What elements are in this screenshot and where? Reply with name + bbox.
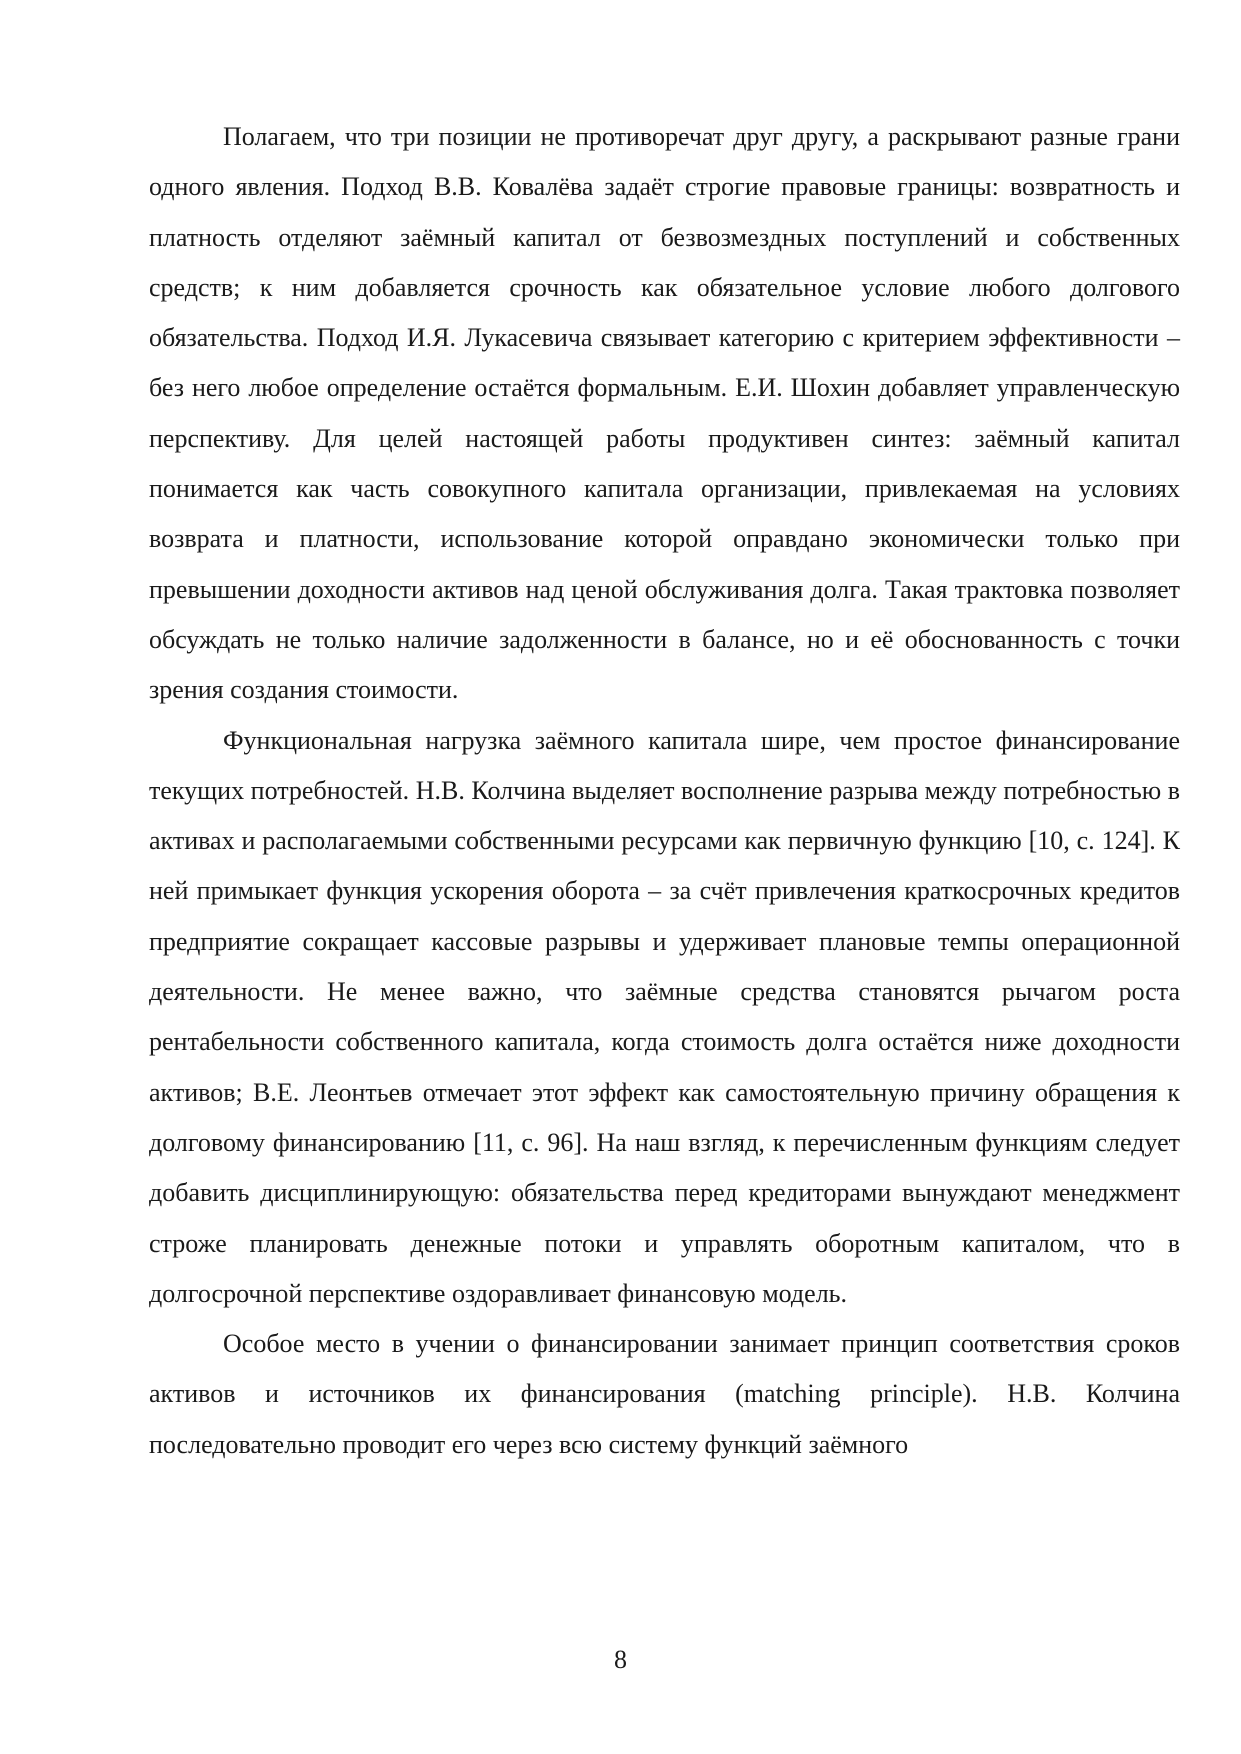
paragraph-2: Функциональная нагрузка заёмного капитала шире, чем простое финансирование текущих потребностей. Н.В. Колчина выделяет восполнение разрыва между потребностью в активах и располагаемыми собственными ресурсами как первичную функцию [10, с. 124]. К ней примыкает функция ускорения оборота – за счёт привлечения краткосрочных кредитов предприятие сокращает кассовые разрывы и удерживает плановые темпы операционной деятельности. Не менее важно, что заёмные средства становятся рычагом роста рентабельности собственного капитала, когда стоимость долга остаётся ниже доходности активов; В.Е. Леонтьев отмечает этот эффект как самостоятельную причину обращения к долговому финансированию [11, с. 96]. На наш взгляд, к перечисленным функциям следует добавить дисциплинирующую: обязательства перед кредиторами вынуждают менеджмент строже планировать денежные потоки и управлять оборотным капиталом, что в долгосрочной перспективе оздоравливает финансовую модель.: [149, 725, 1180, 1308]
paragraph-1: Полагаем, что три позиции не противоречат друг другу, а раскрывают разные грани одного явления. Подход В.В. Ковалёва задаёт строгие правовые границы: возвратность и платность отделяют заёмный капитал от безвозмездных поступлений и собственных средств; к ним добавляется срочность как обязательное условие любого долгового обязательства. Подход И.Я. Лукасевича связывает категорию с критерием эффективности – без него любое определение остаётся формальным. Е.И. Шохин добавляет управленческую перспективу. Для целей настоящей работы продуктивен синтез: заёмный капитал понимается как часть совокупного капитала организации, привлекаемая на условиях возврата и платности, использование которой оправдано экономически только при превышении доходности активов над ценой обслуживания долга. Такая трактовка позволяет обсуждать не только наличие задолженности в балансе, но и её обоснованность с точки зрения создания стоимости.: [149, 122, 1180, 705]
body-text: [149, 112, 1180, 1470]
paragraph-3: Особое место в учении о финансировании занимает принцип соответствия сроков активов и источников их финансирования (matching principle). Н.В. Колчина последовательно проводит его через всю систему функций заёмного: [149, 1329, 1180, 1459]
page-number: 8: [614, 1645, 627, 1674]
